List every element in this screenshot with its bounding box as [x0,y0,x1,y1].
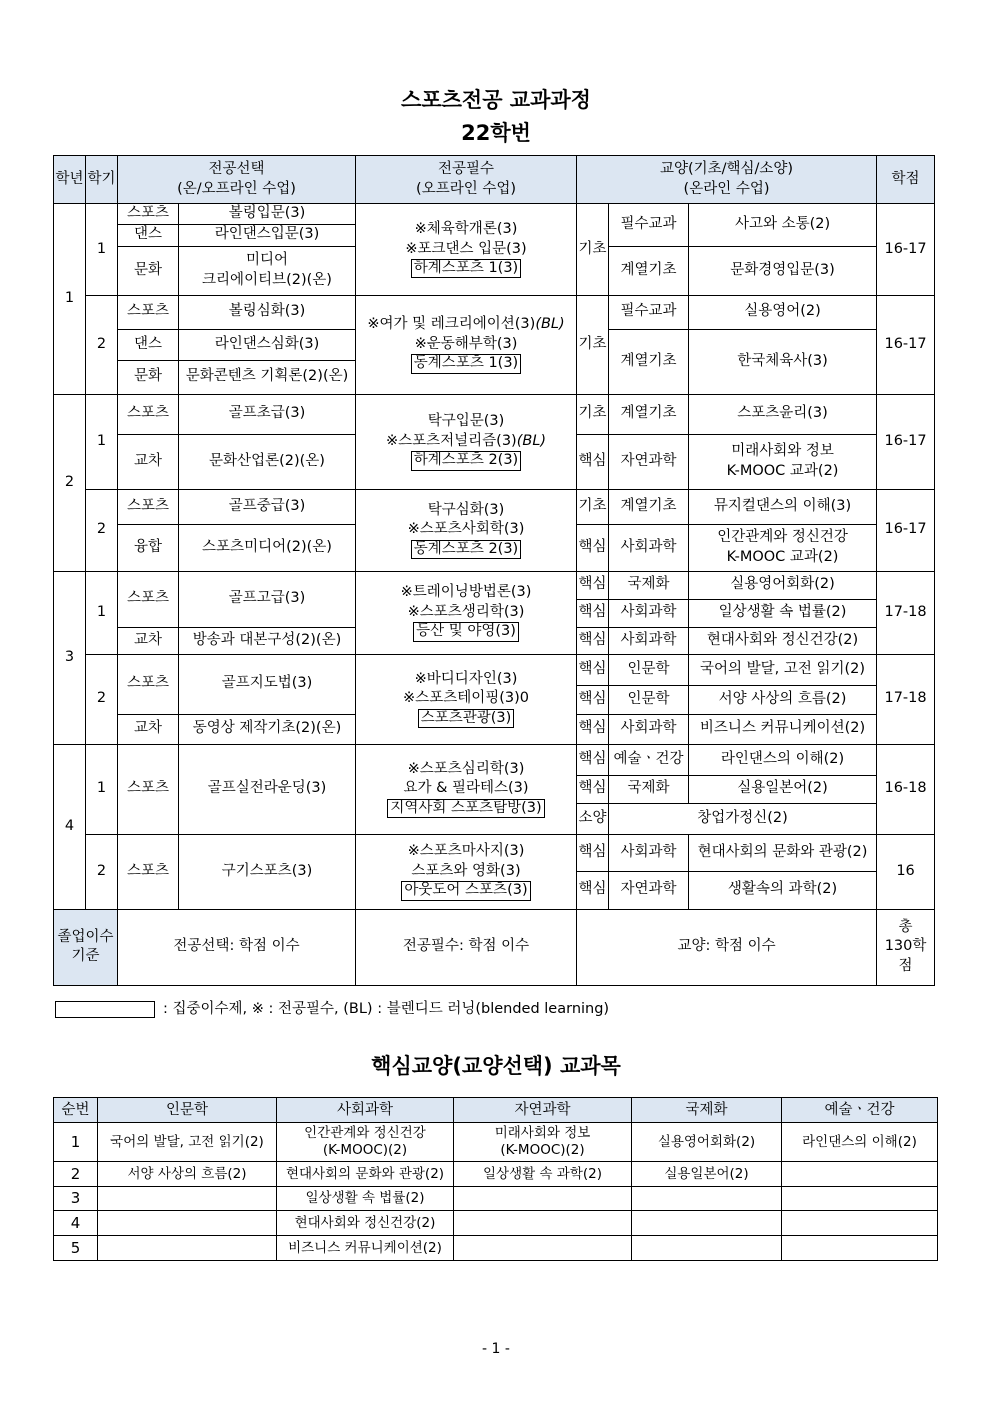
elective-category: 스포츠 [118,571,179,627]
table-row [54,394,935,434]
table-row [54,744,935,775]
graduation-label: 졸업이수 기준 [54,909,118,985]
year-cell: 3 [54,571,86,744]
required-courses: ※스포츠마사지(3) 스포츠와 영화(3) 아웃도어 스포츠(3) [356,834,577,909]
elective-course: 라인댄스입문(3) [179,224,356,246]
credits-cell: 16-17 [877,394,935,489]
liberal-area: 계열기초 [609,246,689,295]
liberal-area: 계열기초 [609,329,689,394]
header-semester: 학기 [86,156,118,204]
legend-box-sample [55,1001,155,1018]
liberal-type: 핵심 [577,627,609,654]
humanities-course: 국어의 발달, 고전 읽기(2) [98,1123,277,1162]
year-cell: 1 [54,204,86,395]
liberal-course: 문화경영입문(3) [689,246,877,295]
natural-course [454,1187,632,1211]
elective-course: 동영상 제작기초(2)(온) [179,714,356,744]
liberal-type: 핵심 [577,654,609,685]
liberal-type: 핵심 [577,871,609,909]
liberal-type: 핵심 [577,599,609,627]
required-courses: ※트레이닝방법론(3) ※스포츠생리학(3) 등산 및 야영(3) [356,571,577,654]
core-header-natural: 자연과학 [454,1098,632,1123]
page-subtitle: 22학번 [461,121,531,145]
international-course [632,1211,782,1236]
table-row [54,834,935,871]
elective-course: 골프지도법(3) [179,654,356,714]
elective-category: 스포츠 [118,295,179,329]
art-health-course [782,1236,938,1261]
liberal-area: 사회과학 [609,599,689,627]
elective-course: 라인댄스심화(3) [179,329,356,360]
liberal-area: 사회과학 [609,714,689,744]
elective-category: 문화 [118,246,179,295]
table-row [54,571,935,599]
curriculum-table [53,155,935,986]
liberal-type: 핵심 [577,434,609,489]
header-elective: 전공선택 (온/오프라인 수업) [118,156,356,204]
elective-course: 스포츠미디어(2)(온) [179,524,356,571]
table-row [54,1162,938,1187]
elective-course: 문화산업론(2)(온) [179,434,356,489]
art-health-course [782,1187,938,1211]
graduation-row [54,909,935,985]
page-title: 스포츠전공 교과과정 [401,88,591,112]
liberal-area: 자연과학 [609,871,689,909]
table-row [54,489,935,524]
social-course: 인간관계와 정신건강 (K-MOOC)(2) [277,1123,454,1162]
table-header-row [54,156,935,204]
liberal-course: 사고와 소통(2) [689,204,877,247]
international-course: 실용일본어(2) [632,1162,782,1187]
liberal-course: 실용영어(2) [689,295,877,329]
elective-category: 교차 [118,714,179,744]
header-required: 전공필수 (오프라인 수업) [356,156,577,204]
liberal-course: 미래사회와 정보 K-MOOC 교과(2) [689,434,877,489]
liberal-course: 한국체육사(3) [689,329,877,394]
header-year: 학년 [54,156,86,204]
liberal-course: 생활속의 과학(2) [689,871,877,909]
liberal-area: 필수교과 [609,295,689,329]
liberal-area: 필수교과 [609,204,689,247]
liberal-type: 기초 [577,295,609,394]
header-liberal: 교양(기초/핵심/소양) (온라인 수업) [577,156,877,204]
elective-category: 스포츠 [118,489,179,524]
year-cell: 2 [54,394,86,571]
social-course: 현대사회의 문화와 관광(2) [277,1162,454,1187]
core-header-humanities: 인문학 [98,1098,277,1123]
credits-cell: 17-18 [877,654,935,744]
liberal-type: 기초 [577,204,609,296]
humanities-course [98,1187,277,1211]
core-header-art-health: 예술ㆍ건강 [782,1098,938,1123]
core-header-international: 국제화 [632,1098,782,1123]
page-number: - 1 - [482,1341,510,1357]
table-row [54,1123,938,1162]
elective-course: 볼링심화(3) [179,295,356,329]
liberal-area: 사회과학 [609,627,689,654]
core-header-row [54,1098,938,1123]
credits-cell: 16-17 [877,204,935,296]
elective-course: 볼링입문(3) [179,204,356,225]
elective-category: 문화 [118,360,179,394]
table-row [54,654,935,685]
liberal-course: 스포츠윤리(3) [689,394,877,434]
required-courses: 탁구심화(3) ※스포츠사회학(3) 동계스포츠 2(3) [356,489,577,571]
elective-course: 문화콘텐츠 기획론(2)(온) [179,360,356,394]
table-row [54,1236,938,1261]
row-number: 2 [54,1162,98,1187]
liberal-course: 국어의 발달, 고전 읽기(2) [689,654,877,685]
elective-course: 골프초급(3) [179,394,356,434]
liberal-area: 계열기초 [609,489,689,524]
semester-cell: 1 [86,204,118,296]
graduation-required: 전공필수: 학점 이수 [356,909,577,985]
international-course [632,1236,782,1261]
semester-cell: 1 [86,744,118,834]
liberal-course: 실용일본어(2) [689,775,877,803]
row-number: 5 [54,1236,98,1261]
art-health-course: 라인댄스의 이해(2) [782,1123,938,1162]
core-title: 핵심교양(교양선택) 교과목 [371,1054,621,1078]
graduation-elective: 전공선택: 학점 이수 [118,909,356,985]
liberal-type: 핵심 [577,744,609,775]
elective-course: 미디어 크리에이티브(2)(온) [179,246,356,295]
table-row [54,204,935,225]
row-number: 3 [54,1187,98,1211]
humanities-course [98,1211,277,1236]
legend-text: : 집중이수제, ※ : 전공필수, (BL) : 블렌디드 러닝(blended learning) [163,1001,610,1017]
credits-cell: 16-17 [877,489,935,571]
row-number: 1 [54,1123,98,1162]
natural-course [454,1211,632,1236]
liberal-course: 뮤지컬댄스의 이해(3) [689,489,877,524]
liberal-area: 사회과학 [609,524,689,571]
semester-cell: 1 [86,394,118,489]
semester-cell: 2 [86,834,118,909]
elective-category: 스포츠 [118,834,179,909]
liberal-area: 국제화 [609,775,689,803]
liberal-course: 라인댄스의 이해(2) [689,744,877,775]
liberal-area: 사회과학 [609,834,689,871]
liberal-area: 계열기초 [609,394,689,434]
elective-course: 구기스포츠(3) [179,834,356,909]
credits-cell: 16-18 [877,744,935,834]
required-courses: ※바디디자인(3) ※스포츠테이핑(3)0 스포츠관광(3) [356,654,577,744]
liberal-course: 실용영어회화(2) [689,571,877,599]
liberal-type: 핵심 [577,571,609,599]
elective-category: 스포츠 [118,654,179,714]
elective-category: 댄스 [118,329,179,360]
core-header-no: 순번 [54,1098,98,1123]
required-courses: ※체육학개론(3) ※포크댄스 입문(3) 하계스포츠 1(3) [356,204,577,296]
elective-category: 스포츠 [118,394,179,434]
natural-course: 미래사회와 정보 (K-MOOC)(2) [454,1123,632,1162]
liberal-type: 소양 [577,803,609,834]
art-health-course [782,1211,938,1236]
liberal-course: 인간관계와 정신건강 K-MOOC 교과(2) [689,524,877,571]
liberal-type: 기초 [577,394,609,434]
header-credits: 학점 [877,156,935,204]
elective-category: 스포츠 [118,744,179,834]
liberal-area: 국제화 [609,571,689,599]
credits-cell: 17-18 [877,571,935,654]
table-row [54,1187,938,1211]
table-row [54,1211,938,1236]
elective-course: 골프고급(3) [179,571,356,627]
required-courses: 탁구입문(3) ※스포츠저널리즘(3)(BL) 하계스포츠 2(3) [356,394,577,489]
art-health-course [782,1162,938,1187]
humanities-course [98,1236,277,1261]
social-course: 일상생활 속 법률(2) [277,1187,454,1211]
liberal-area: 예술ㆍ건강 [609,744,689,775]
elective-course: 골프실전라운딩(3) [179,744,356,834]
liberal-course: 일상생활 속 법률(2) [689,599,877,627]
international-course: 실용영어회화(2) [632,1123,782,1162]
credits-cell: 16-17 [877,295,935,394]
required-courses: ※스포츠심리학(3) 요가 & 필라테스(3) 지역사회 스포츠탐방(3) [356,744,577,834]
social-course: 비즈니스 커뮤니케이션(2) [277,1236,454,1261]
liberal-type: 핵심 [577,775,609,803]
elective-category: 교차 [118,434,179,489]
natural-course [454,1236,632,1261]
liberal-area: 인문학 [609,654,689,685]
year-cell: 4 [54,744,86,909]
liberal-course: 비즈니스 커뮤니케이션(2) [689,714,877,744]
social-course: 현대사회와 정신건강(2) [277,1211,454,1236]
required-courses: ※여가 및 레크리에이션(3)(BL) ※운동해부학(3) 동계스포츠 1(3) [356,295,577,394]
graduation-total: 총 130학 점 [877,909,935,985]
core-header-social: 사회과학 [277,1098,454,1123]
elective-course: 방송과 대본구성(2)(온) [179,627,356,654]
core-liberal-table [53,1097,938,1261]
liberal-type: 기초 [577,489,609,524]
liberal-course: 현대사회의 문화와 관광(2) [689,834,877,871]
humanities-course: 서양 사상의 흐름(2) [98,1162,277,1187]
elective-category: 융합 [118,524,179,571]
semester-cell: 1 [86,571,118,654]
international-course [632,1187,782,1211]
liberal-type: 핵심 [577,714,609,744]
graduation-liberal: 교양: 학점 이수 [577,909,877,985]
liberal-type: 핵심 [577,685,609,714]
liberal-area: 자연과학 [609,434,689,489]
semester-cell: 2 [86,489,118,571]
elective-category: 댄스 [118,224,179,246]
row-number: 4 [54,1211,98,1236]
elective-course: 골프중급(3) [179,489,356,524]
elective-category: 교차 [118,627,179,654]
liberal-type: 핵심 [577,834,609,871]
liberal-course: 창업가정신(2) [609,803,877,834]
semester-cell: 2 [86,295,118,394]
table-row [54,295,935,329]
semester-cell: 2 [86,654,118,744]
credits-cell: 16 [877,834,935,909]
liberal-course: 서양 사상의 흐름(2) [689,685,877,714]
liberal-area: 인문학 [609,685,689,714]
natural-course: 일상생활 속 과학(2) [454,1162,632,1187]
elective-category: 스포츠 [118,204,179,225]
legend [55,997,609,1018]
liberal-type: 핵심 [577,524,609,571]
liberal-course: 현대사회와 정신건강(2) [689,627,877,654]
